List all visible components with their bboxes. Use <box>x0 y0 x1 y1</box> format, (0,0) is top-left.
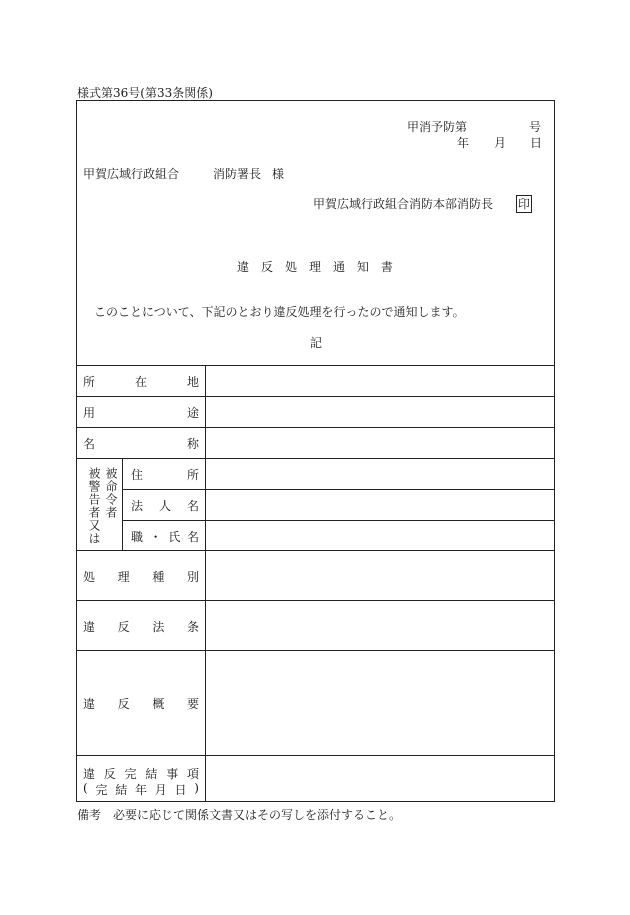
label-char: 在 <box>134 375 147 389</box>
title-char: 反 <box>260 260 273 274</box>
label-char: 項 <box>186 767 199 781</box>
label-char: ( <box>83 781 88 795</box>
row-line <box>77 650 554 651</box>
notice-title <box>237 258 393 275</box>
label-completion-date <box>83 781 199 798</box>
label-char: 反 <box>103 767 116 781</box>
label-char: 完 <box>124 767 137 781</box>
row-line <box>122 520 554 521</box>
addressee-title: 消防署長 <box>213 167 262 181</box>
label-char: 法 <box>131 499 144 513</box>
label-summary <box>83 695 199 712</box>
group-label-commanded: 被命令者 <box>104 467 118 519</box>
label-char: 名 <box>186 530 199 544</box>
group-label-warned: 被警告者又は <box>87 467 101 545</box>
label-char: 名 <box>83 437 96 451</box>
addressee-honorific: 様 <box>272 167 285 181</box>
sender <box>313 195 532 213</box>
label-char: 日 <box>174 783 187 797</box>
label-char: 称 <box>186 437 199 451</box>
label-position-name <box>131 528 199 545</box>
row-line <box>77 550 554 551</box>
addressee-org: 甲賀広域行政組合 <box>83 167 180 181</box>
label-violated-law <box>83 618 199 635</box>
row-line <box>77 600 554 601</box>
label-char: 氏 <box>168 530 181 544</box>
row-line <box>77 396 554 397</box>
label-char: 条 <box>186 620 199 634</box>
label-char: 反 <box>117 620 130 634</box>
remarks-note: 備考 必要に応じて関係文書又はその写しを添付すること。 <box>77 808 402 822</box>
date-month: 月 <box>494 136 507 150</box>
title-char: 処 <box>284 260 297 274</box>
notice-form <box>76 100 555 802</box>
label-char: 種 <box>152 570 165 584</box>
label-char: 法 <box>152 620 165 634</box>
ki-label: 記 <box>310 336 323 350</box>
label-char: 所 <box>186 468 199 482</box>
seal-mark: 印 <box>518 197 531 211</box>
label-corporate-name <box>131 497 199 514</box>
label-char: 年 <box>134 783 147 797</box>
row-line <box>77 427 554 428</box>
title-char: 通 <box>332 260 345 274</box>
label-char: 違 <box>83 767 96 781</box>
column-divider <box>205 365 206 802</box>
group-divider <box>122 458 123 550</box>
label-char: 反 <box>117 697 130 711</box>
row-line <box>77 458 554 459</box>
form-number-label: 様式第36号(第33条関係) <box>77 86 213 100</box>
title-char: 理 <box>308 260 321 274</box>
body-text: このことについて、下記のとおり違反処理を行ったので通知します。 <box>94 305 465 319</box>
date-day: 日 <box>530 136 543 150</box>
label-char: ・ <box>149 530 162 544</box>
label-char: 結 <box>145 767 158 781</box>
label-char: 途 <box>186 406 199 420</box>
sender-name: 甲賀広域行政組合消防本部消防長 <box>313 197 494 211</box>
label-char: 所 <box>83 375 96 389</box>
label-char: 別 <box>186 570 199 584</box>
notice-header <box>77 101 554 366</box>
label-treatment-type <box>83 568 199 585</box>
label-char: 名 <box>186 499 199 513</box>
title-char: 書 <box>380 260 393 274</box>
label-char: 要 <box>186 697 199 711</box>
label-char: 概 <box>152 697 165 711</box>
label-char: 職 <box>131 530 144 544</box>
label-char: 月 <box>154 783 167 797</box>
document-number-suffix: 号 <box>529 120 542 134</box>
label-char: 地 <box>186 375 199 389</box>
row-line <box>77 755 554 756</box>
row-line <box>122 489 554 490</box>
label-usage <box>83 404 199 421</box>
label-location <box>83 373 199 390</box>
label-char: ) <box>194 781 199 795</box>
label-char: 事 <box>166 767 179 781</box>
label-char: 用 <box>83 406 96 420</box>
title-char: 知 <box>356 260 369 274</box>
label-char: 住 <box>131 468 144 482</box>
label-char: 人 <box>158 499 171 513</box>
document-number-prefix: 甲消予防第 <box>407 120 468 134</box>
label-char: 違 <box>83 620 96 634</box>
title-char: 違 <box>237 260 250 274</box>
label-char: 完 <box>95 783 108 797</box>
label-char: 結 <box>115 783 128 797</box>
label-char: 処 <box>83 570 96 584</box>
label-name <box>83 435 199 452</box>
label-address <box>131 466 199 483</box>
label-char: 理 <box>117 570 130 584</box>
label-completion <box>83 765 199 782</box>
date-year: 年 <box>457 136 470 150</box>
label-char: 違 <box>83 697 96 711</box>
